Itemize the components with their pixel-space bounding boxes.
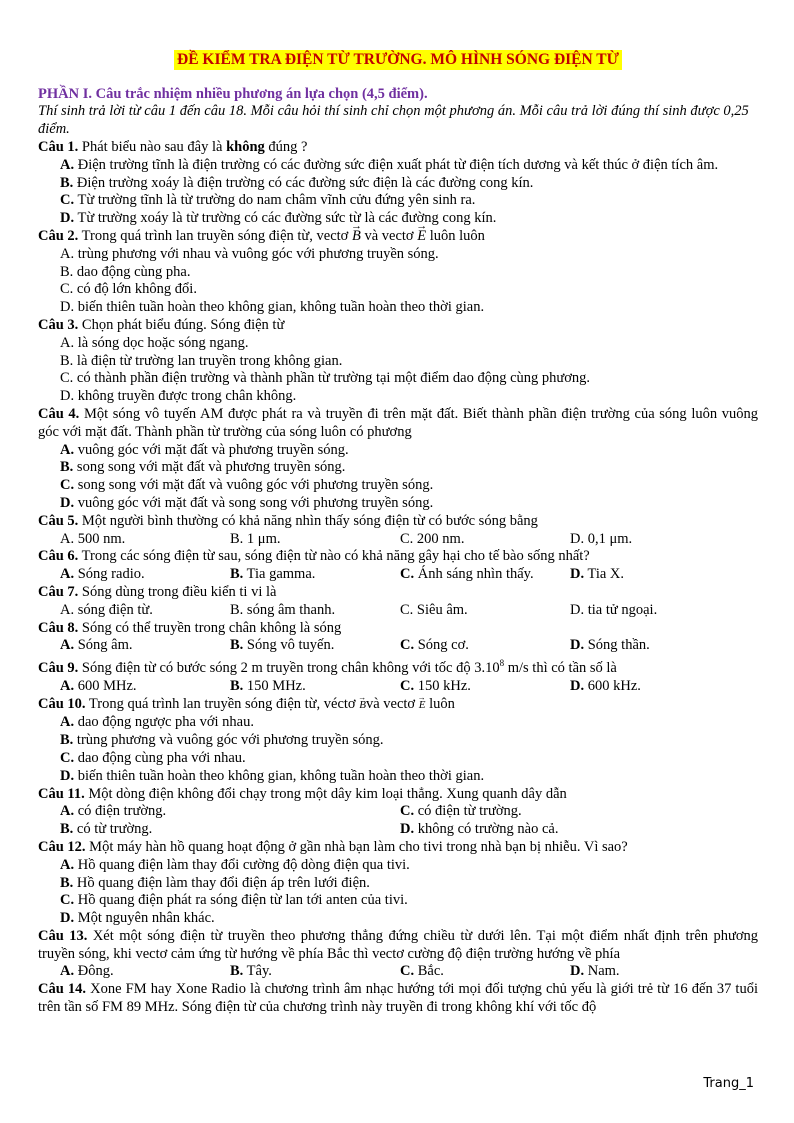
page-number: Trang_1: [703, 1076, 754, 1091]
option-letter: D.: [570, 677, 585, 694]
option-text: 150 MHz.: [243, 677, 306, 694]
option-text: . Siêu âm.: [409, 601, 468, 618]
option-text: . trùng phương với nhau và vuông góc với phương truyền sóng.: [70, 245, 439, 262]
option-letter: A.: [60, 441, 75, 458]
option: [38, 192, 758, 210]
option-text: 600 MHz.: [74, 677, 137, 694]
question-3: [38, 317, 758, 335]
vector-e-symbol: → E: [417, 228, 426, 246]
question-label: Câu 7.: [38, 583, 79, 600]
option: [60, 637, 230, 655]
option-letter: D.: [60, 494, 75, 511]
question-label: Câu 6.: [38, 548, 79, 565]
question-2: [38, 228, 758, 246]
question-text: m/s thì có tần số là: [504, 659, 617, 676]
option: [38, 370, 758, 388]
question-label: Câu 3.: [38, 316, 79, 333]
option: [60, 821, 400, 839]
question-text: Một sóng vô tuyến AM được phát ra và truyền đi trên mặt đất. Biết thành phần điện trường của sóng luôn vuông góc với mặt đất. Thành phần từ trường của sóng luôn có phương: [38, 405, 758, 440]
option-letter: A: [60, 334, 71, 351]
option: [38, 892, 758, 910]
question-13: [38, 928, 758, 964]
option-text: . là điện từ trường lan truyền trong không gian.: [69, 352, 343, 369]
option-row: [38, 602, 758, 620]
option-letter: D.: [60, 767, 75, 784]
option-letter: C.: [400, 677, 415, 694]
option-letter: B: [230, 601, 240, 618]
option-text: Từ trường tĩnh là từ trường do nam châm vĩnh cửu đứng yên sinh ra.: [74, 192, 476, 209]
option-text: vuông góc với mặt đất và song song với phương truyền sóng.: [74, 494, 434, 511]
question-text: Chọn phát biểu đúng. Sóng điện từ: [78, 316, 285, 333]
option-letter: A.: [60, 803, 75, 820]
option-letter: C.: [400, 963, 415, 980]
option-letter: D.: [570, 637, 585, 654]
option-letter: C: [60, 370, 70, 387]
option-row: [38, 963, 758, 981]
option-letter: B.: [230, 963, 244, 980]
option-letter: C.: [60, 192, 75, 209]
option-grid: [38, 803, 758, 839]
option: [570, 531, 740, 549]
option: [38, 750, 758, 768]
option-text: . không truyền được trong chân không.: [70, 388, 297, 405]
option: [38, 442, 758, 460]
option: [38, 281, 758, 299]
option: [60, 803, 400, 821]
option: [400, 602, 570, 620]
option-text: có điện trường.: [74, 803, 167, 820]
option-text: vuông góc với mặt đất và phương truyền sóng.: [74, 441, 349, 458]
question-list: [38, 139, 758, 1017]
option: [570, 637, 740, 655]
question-text: Sóng dùng trong điều kiển ti vi là: [78, 583, 277, 600]
option: [38, 353, 758, 371]
question-text: Một dòng điện không đổi chạy trong một dây kim loại thẳng. Xung quanh dây dẫn: [84, 785, 567, 802]
option-text: Hồ quang điện làm thay đổi điện áp trên lưới điện.: [73, 874, 370, 891]
option: [570, 678, 740, 696]
option-letter: B: [60, 263, 70, 280]
option: [230, 678, 400, 696]
option: [38, 477, 758, 495]
question-label: Câu 1.: [38, 139, 79, 155]
question-text: và vectơ: [365, 695, 419, 712]
option: [38, 459, 758, 477]
option-text: Điện trường tĩnh là điện trường có các đường sức điện xuất phát từ điện tích dương và kết thúc ở điện tích âm.: [74, 156, 719, 173]
option: [38, 732, 758, 750]
option-letter: B.: [60, 874, 74, 891]
option-text: Hồ quang điện làm thay đổi cường độ dòng điện qua tivi.: [74, 856, 410, 873]
option-letter: C: [60, 281, 70, 298]
document-title: ĐỀ KIỂM TRA ĐIỆN TỪ TRƯỜNG. MÔ HÌNH SÓNG ĐIỆN TỪ: [174, 50, 622, 70]
question-7: [38, 584, 758, 602]
option: [230, 637, 400, 655]
option-text: . có thành phần điện trường và thành phần từ trường tại một điểm dao động cùng phương.: [69, 370, 591, 387]
option: [400, 637, 570, 655]
option-letter: A.: [60, 963, 75, 980]
option: [38, 388, 758, 406]
option-text: Đông.: [74, 963, 114, 980]
option-text: trùng phương và vuông góc với phương truyền sóng.: [73, 732, 384, 749]
option: [230, 531, 400, 549]
option-letter: A: [60, 530, 71, 547]
option-text: Tây.: [243, 963, 272, 980]
option-text: Hồ quang điện phát ra sóng điện từ lan tới anten của tivi.: [74, 892, 408, 909]
question-text: luôn: [425, 695, 455, 712]
option-letter: C.: [400, 566, 415, 583]
option: [570, 602, 740, 620]
question-10: [38, 696, 758, 715]
option-text: . sóng âm thanh.: [239, 601, 336, 618]
question-label: Câu 14.: [38, 981, 87, 998]
option-text: biến thiên tuần hoàn theo không gian, không tuần hoàn theo thời gian.: [74, 767, 485, 784]
option: [38, 175, 758, 193]
option-text: có từ trường.: [73, 821, 153, 838]
question-emphasis: không: [226, 139, 265, 155]
option-letter: D: [570, 601, 581, 618]
option-row: [38, 531, 758, 549]
option-text: . dao động cùng pha.: [69, 263, 191, 280]
question-4: [38, 406, 758, 442]
option-text: Tia X.: [584, 566, 625, 583]
question-text: Trong các sóng điện từ sau, sóng điện từ nào có khả năng gây hại cho tế bào sống nhất?: [78, 548, 590, 565]
question-text: Phát biểu nào sau đây là: [78, 139, 227, 155]
vector-b-symbol: → B: [352, 228, 361, 246]
question-label: Câu 12.: [38, 838, 86, 855]
option-letter: A: [60, 245, 71, 262]
option-letter: C.: [400, 637, 415, 654]
option-row: [38, 566, 758, 584]
question-label: Câu 11.: [38, 785, 85, 802]
question-text: Sóng điện từ có bước sóng 2 m truyền trong chân không với tốc độ 3.10: [78, 659, 500, 676]
document-page: [38, 0, 758, 1017]
question-6: [38, 548, 758, 566]
vector-b-symbol: → B: [359, 697, 366, 715]
option-text: . có độ lớn không đổi.: [69, 281, 197, 298]
question-label: Câu 5.: [38, 512, 79, 529]
option-letter: C: [400, 530, 410, 547]
question-text: Một người bình thường có khả năng nhìn thấy sóng điện từ có bước sóng bằng: [78, 512, 538, 529]
option: [38, 875, 758, 893]
question-11: [38, 786, 758, 804]
question-text: Một máy hàn hồ quang hoạt động ở gần nhà bạn làm cho tivi trong nhà bạn bị nhiễu. Vì sao?: [85, 838, 628, 855]
option: [230, 566, 400, 584]
option-letter: B: [230, 530, 240, 547]
option-letter: D.: [570, 566, 585, 583]
option: [60, 678, 230, 696]
option-letter: B.: [60, 821, 74, 838]
question-label: Câu 9.: [38, 659, 79, 676]
option-letter: A.: [60, 856, 75, 873]
option-letter: B.: [60, 459, 74, 476]
option-letter: A.: [60, 637, 75, 654]
option-letter: D: [60, 299, 71, 316]
option-letter: D.: [400, 821, 415, 838]
option-letter: A.: [60, 714, 75, 731]
option-text: . là sóng dọc hoặc sóng ngang.: [70, 334, 249, 351]
option-text: Nam.: [584, 963, 620, 980]
option-letter: C.: [60, 749, 75, 766]
option-letter: C.: [60, 892, 75, 909]
option-letter: D.: [60, 910, 75, 927]
option-text: . 1 μm.: [239, 530, 281, 547]
option-text: dao động ngược pha với nhau.: [74, 714, 254, 731]
section-instructions: Thí sinh trả lời từ câu 1 đến câu 18. Mỗi câu hỏi thí sinh chỉ chọn một phương án. Mỗi câu trả lời đúng thí sinh được 0,25 điểm.: [38, 103, 749, 137]
option-text: 150 kHz.: [414, 677, 471, 694]
option: [400, 821, 740, 839]
option: [570, 566, 740, 584]
option: [60, 963, 230, 981]
option-text: . tia tử ngoại.: [580, 601, 658, 618]
option: [400, 803, 740, 821]
option-row: [38, 678, 758, 696]
question-label: Câu 2.: [38, 227, 79, 244]
option-text: Bắc.: [414, 963, 444, 980]
option-text: dao động cùng pha với nhau.: [74, 749, 246, 766]
question-text: Xone FM hay Xone Radio là chương trình âm nhạc hướng tới mọi đối tượng chủ yếu là giới trẻ từ 16 đến 37 tuổi trên tần số FM 89 MHz. Sóng điện từ của chương trình này truyền đi trong không khí với tốc độ: [38, 981, 758, 1016]
option: [38, 264, 758, 282]
option-letter: B.: [60, 732, 74, 749]
question-text: luôn luôn: [426, 227, 485, 244]
option: [38, 299, 758, 317]
question-text: Xét một sóng điện từ truyền theo phương thẳng đứng chiều từ dưới lên. Tại một điểm nhất định trên phương truyền sóng, khi vectơ cảm ứng từ hướng về phía Bắc thì vectơ cường độ điện trường hướng về phía: [38, 927, 758, 962]
question-text: đúng ?: [264, 139, 308, 155]
option-letter: B: [60, 352, 70, 369]
option: [400, 566, 570, 584]
option: [400, 531, 570, 549]
option-text: song song với mặt đất và phương truyền sóng.: [73, 459, 346, 476]
question-5: [38, 513, 758, 531]
section-heading: PHẦN I. Câu trắc nhiệm nhiều phương án lựa chọn (4,5 điểm).: [38, 86, 428, 102]
option-text: 600 kHz.: [584, 677, 641, 694]
option: [60, 602, 230, 620]
option: [60, 531, 230, 549]
option-text: Tia gamma.: [243, 566, 316, 583]
question-text: và vectơ: [360, 227, 418, 244]
option-text: song song với mặt đất và vuông góc với phương truyền sóng.: [74, 477, 434, 494]
option-letter: A.: [60, 677, 75, 694]
option: [38, 714, 758, 732]
option-letter: A: [60, 601, 71, 618]
question-12: [38, 839, 758, 857]
question-text: Trong quá trình lan truyền sóng điện từ, vectơ: [78, 227, 352, 244]
question-label: Câu 10.: [38, 695, 86, 712]
question-text: Trong quá trình lan truyền sóng điện từ, véctơ: [85, 695, 360, 712]
option: [38, 495, 758, 513]
option-letter: B.: [230, 637, 244, 654]
option-letter: B.: [60, 174, 74, 191]
option-text: . 500 nm.: [70, 530, 126, 547]
option-text: Sóng vô tuyến.: [243, 637, 335, 654]
option: [38, 857, 758, 875]
option-text: không có trường nào cả.: [414, 821, 559, 838]
option-text: Sóng radio.: [74, 566, 145, 583]
question-label: Câu 8.: [38, 619, 79, 636]
option-letter: C: [400, 601, 410, 618]
question-9: [38, 655, 758, 678]
question-text: Sóng có thể truyền trong chân không là sóng: [78, 619, 342, 636]
option-letter: D: [60, 388, 71, 405]
option-letter: B.: [230, 677, 244, 694]
option-text: . 200 nm.: [409, 530, 465, 547]
option: [230, 963, 400, 981]
option-text: Từ trường xoáy là từ trường có các đường sức từ là các đường cong kín.: [74, 210, 497, 227]
option-text: có điện từ trường.: [414, 803, 522, 820]
question-label: Câu 4.: [38, 405, 80, 422]
option-letter: D.: [570, 963, 585, 980]
option-text: . sóng điện từ.: [70, 601, 153, 618]
option: [38, 157, 758, 175]
option: [400, 963, 570, 981]
option-letter: D.: [60, 210, 75, 227]
option: [38, 246, 758, 264]
question-1: [38, 139, 758, 157]
option: [570, 963, 740, 981]
option-letter: C.: [400, 803, 415, 820]
option-text: Một nguyên nhân khác.: [74, 910, 215, 927]
question-14: [38, 981, 758, 1017]
exponent: 8: [499, 658, 505, 669]
option: [38, 335, 758, 353]
option-text: Sóng cơ.: [414, 637, 469, 654]
option-row: [38, 637, 758, 655]
option: [60, 566, 230, 584]
option-text: Ánh sáng nhìn thấy.: [414, 566, 534, 583]
option-text: . biến thiên tuần hoàn theo không gian, không tuần hoàn theo thời gian.: [70, 299, 485, 316]
option-letter: B.: [230, 566, 244, 583]
option: [38, 910, 758, 928]
option-letter: A.: [60, 566, 75, 583]
option-letter: C.: [60, 477, 75, 494]
vector-e-symbol: → E: [419, 697, 426, 715]
question-label: Câu 13.: [38, 927, 88, 944]
question-8: [38, 620, 758, 638]
option: [38, 210, 758, 228]
option-text: Sóng âm.: [74, 637, 133, 654]
option-letter: A.: [60, 156, 75, 173]
option-letter: D: [570, 530, 581, 547]
option-text: . 0,1 μm.: [580, 530, 633, 547]
option: [230, 602, 400, 620]
option-text: Sóng thần.: [584, 637, 650, 654]
option: [38, 768, 758, 786]
option-text: Điện trường xoáy là điện trường có các đường sức điện là các đường cong kín.: [73, 174, 534, 191]
